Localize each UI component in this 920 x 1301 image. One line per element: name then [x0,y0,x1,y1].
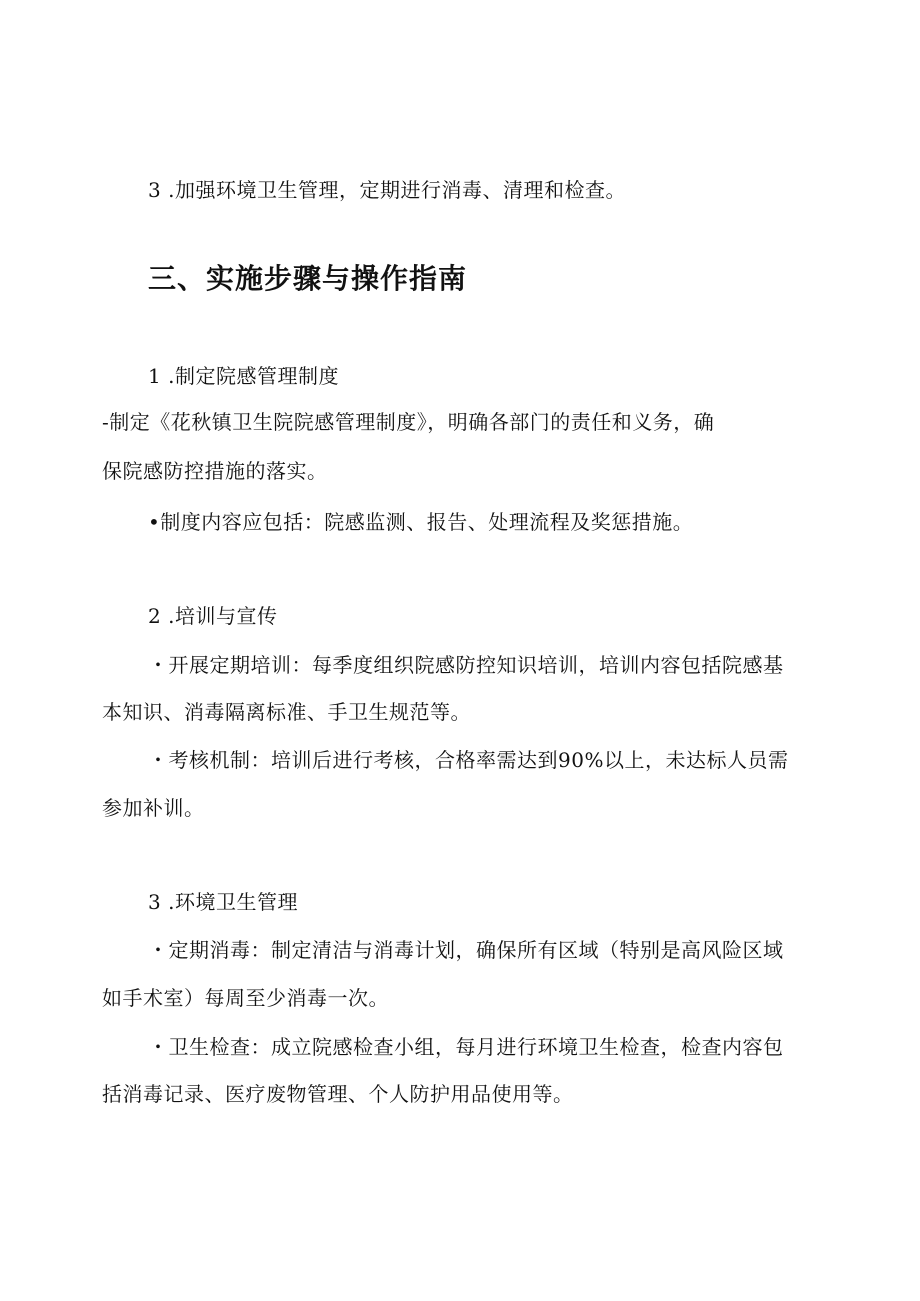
section-heading: 三、实施步骤与操作指南 [148,262,468,295]
bullet-item: ・考核机制：培训后进行考核，合格率需达到90%以上，未达标人员需 [148,748,789,772]
paragraph-line: 括消毒记录、医疗废物管理、个人防护用品使用等。 [102,1082,574,1106]
list-item-environment: 3 .加强环境卫生管理，定期进行消毒、清理和检查。 [148,178,626,202]
subsection-title-2: 2 .培训与宣传 [148,604,278,628]
bullet-item: ・开展定期培训：每季度组织院感防控知识培训，培训内容包括院感基 [148,653,784,677]
subsection-title-1: 1 .制定院感管理制度 [148,364,339,388]
paragraph-line: 本知识、消毒隔离标准、手卫生规范等。 [102,700,471,724]
paragraph-line: 参加补训。 [102,796,205,820]
bullet-item: •制度内容应包括：院感监测、报告、处理流程及奖惩措施。 [148,510,694,534]
subsection-title-3: 3 .环境卫生管理 [148,890,298,914]
bullet-item: ・定期消毒：制定清洁与消毒计划，确保所有区域（特别是高风险区域 [148,938,784,962]
paragraph-line: 如手术室）每周至少消毒一次。 [102,986,389,1010]
paragraph-line: 保院感防控措施的落实。 [102,459,328,483]
bullet-item: ・卫生检查：成立院感检查小组，每月进行环境卫生检查，检查内容包 [148,1035,784,1059]
paragraph-line: -制定《花秋镇卫生院院感管理制度》，明确各部门的责任和义务，确 [102,410,715,434]
